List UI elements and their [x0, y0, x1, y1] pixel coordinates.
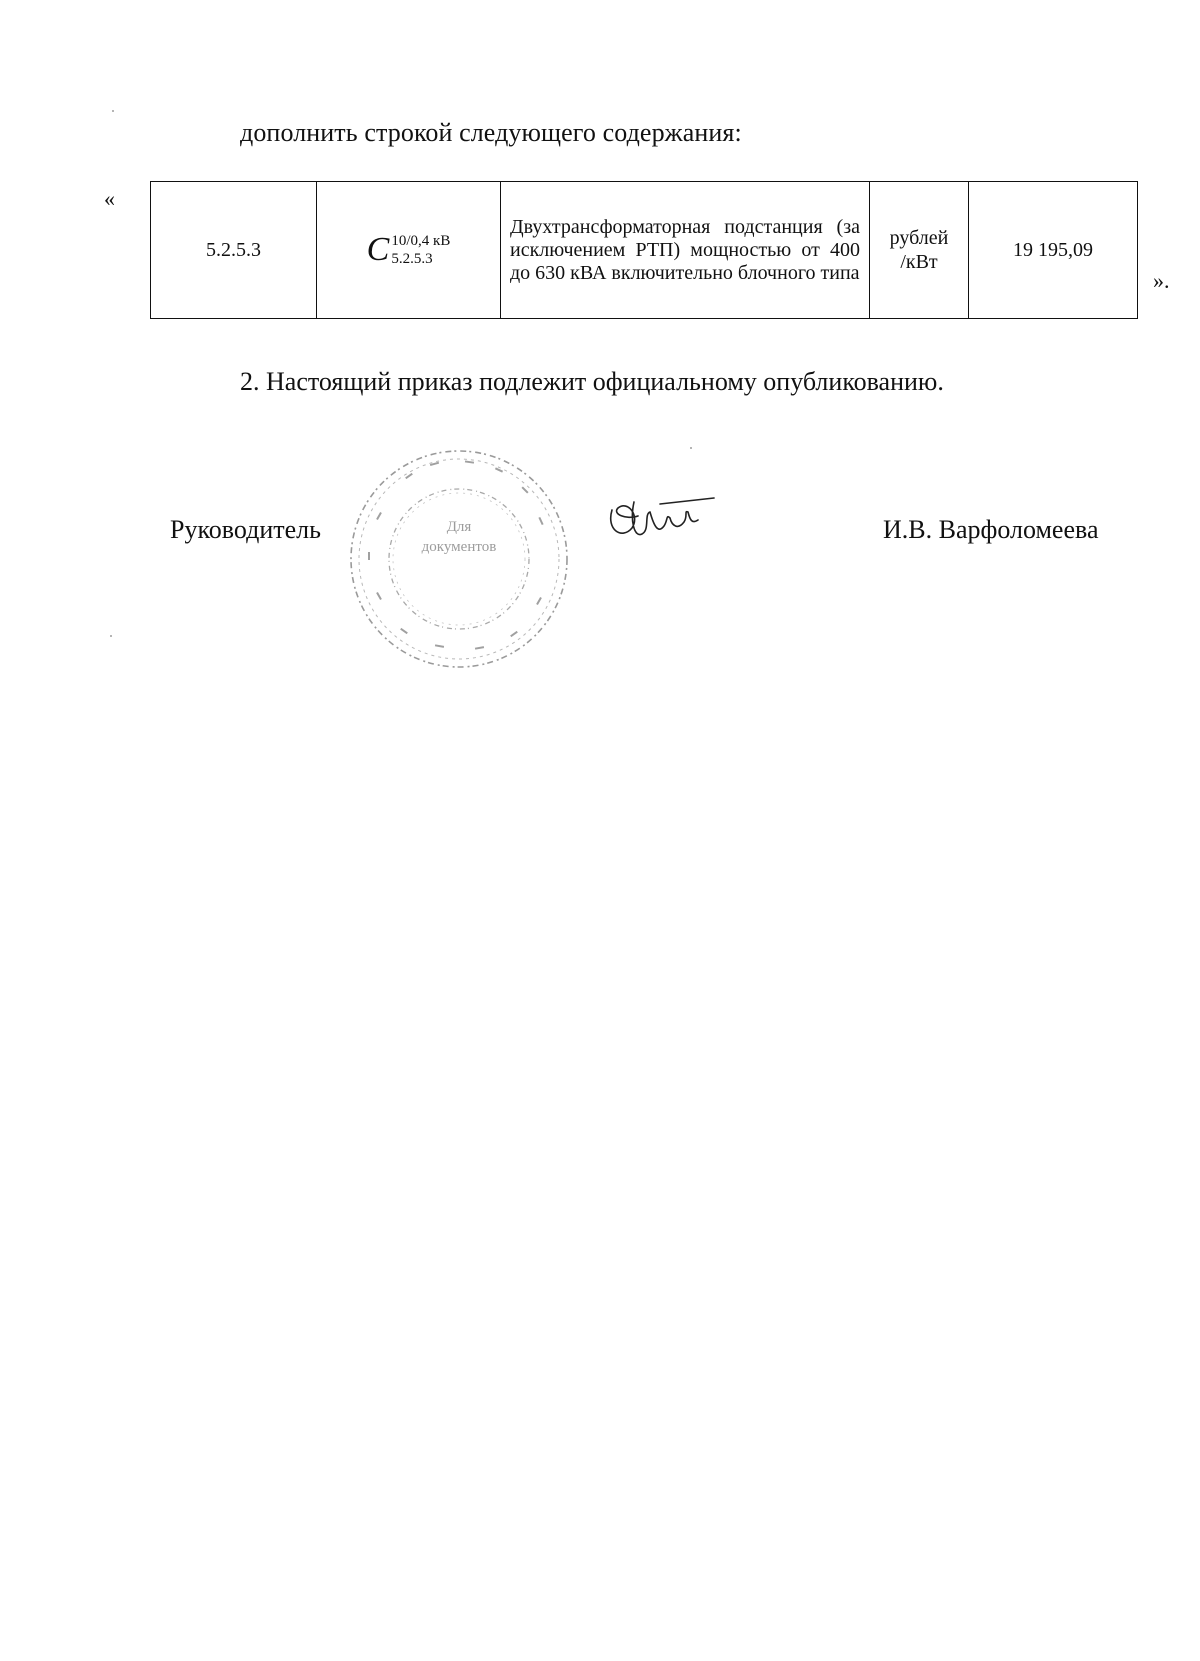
tariff-symbol: [367, 232, 451, 268]
symbol-scripts: [391, 232, 450, 268]
handwritten-signature: [604, 490, 716, 550]
scan-speck: [110, 635, 112, 637]
row-description-cell: Двухтрансформаторная подстанция (за исключением РТП) мощностью от 400 до 630 кВА включительно блочного типа: [501, 182, 870, 319]
stamp-text-line-2: документов: [421, 539, 497, 555]
round-stamp: [345, 445, 573, 673]
row-value-cell: 19 195,09: [969, 182, 1138, 319]
point-2-text: 2. Настоящий приказ подлежит официальному опубликованию.: [240, 367, 944, 396]
row-unit-cell: [870, 182, 969, 319]
stamp-text-line-1: Для: [446, 519, 472, 535]
tariff-table: [150, 181, 1138, 319]
symbol-letter: C: [366, 231, 390, 268]
scan-speck: [112, 110, 114, 112]
table-row: [151, 182, 1138, 319]
closing-quote: ».: [1153, 268, 1170, 293]
intro-text: дополнить строкой следующего содержания:: [240, 118, 742, 147]
symbol-superscript: 10/0,4 кВ: [391, 233, 451, 249]
scan-speck: [690, 447, 692, 449]
row-symbol-cell: [317, 182, 501, 319]
symbol-subscript: 5.2.5.3: [391, 251, 433, 267]
opening-quote: «: [104, 186, 115, 211]
unit-line-1: рублей: [889, 227, 949, 249]
row-number-cell: 5.2.5.3: [151, 182, 317, 319]
unit-line-2: /кВт: [900, 251, 938, 273]
signatory-role: Руководитель: [170, 515, 321, 544]
signatory-name: И.В. Варфоломеева: [883, 515, 1099, 544]
